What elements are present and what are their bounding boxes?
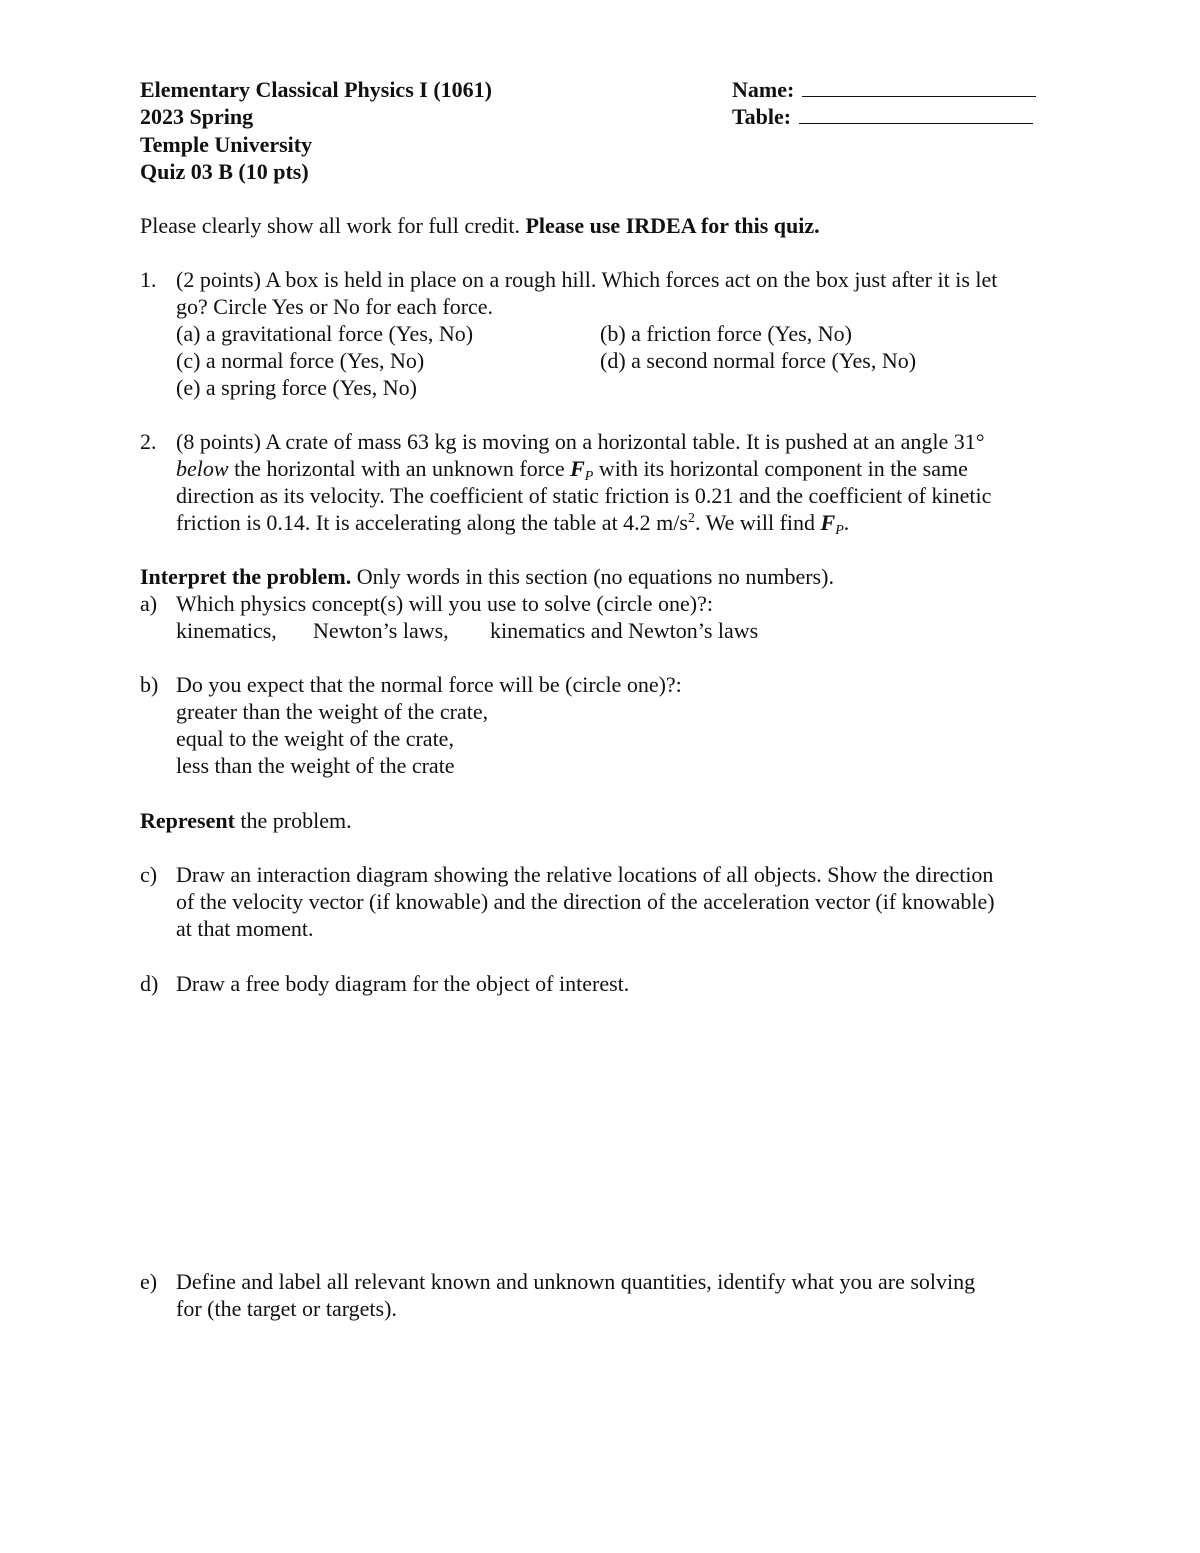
instructions-irdea: Please use IRDEA for this quiz. <box>525 213 820 238</box>
quiz-title: Quiz 03 B (10 pts) <box>140 159 309 184</box>
q2-line2-b: with its horizontal component in the same <box>593 456 968 481</box>
interpret-heading-line <box>140 563 834 590</box>
represent-e-line1: Define and label all relevant known and unknown quantities, identify what you are solving <box>176 1269 976 1294</box>
table-field[interactable] <box>732 103 1033 130</box>
represent-rest: the problem. <box>234 808 352 833</box>
represent-d-label: d) <box>140 971 159 996</box>
interpret-a-opt2[interactable]: Newton’s laws, <box>313 618 449 643</box>
interpret-heading: Interpret the problem. <box>140 564 352 589</box>
represent-heading-line <box>140 807 352 834</box>
q2-number: 2. <box>140 429 157 454</box>
represent-c-label: c) <box>140 862 158 887</box>
table-label: Table: <box>732 104 792 129</box>
force-symbol: F <box>570 456 585 481</box>
q2-squared: 2 <box>687 511 695 526</box>
interpret-note: Only words in this section (no equations no numbers). <box>351 564 834 589</box>
represent-d-text: Draw a free body diagram for the object of interest. <box>176 971 630 996</box>
name-label: Name: <box>732 77 795 102</box>
represent-c-line1: Draw an interaction diagram showing the relative locations of all objects. Show the direction <box>176 862 994 887</box>
name-field[interactable] <box>732 76 1036 103</box>
represent-c-line3: at that moment. <box>176 916 314 941</box>
q1-option-a: (a) a gravitational force (Yes, No) <box>176 321 474 346</box>
name-blank[interactable] <box>802 78 1036 97</box>
interpret-b-opt2[interactable]: equal to the weight of the crate, <box>176 726 454 751</box>
interpret-a-text: Which physics concept(s) will you use to solve (circle one)?: <box>176 591 714 616</box>
q1-option-c: (c) a normal force (Yes, No) <box>176 348 425 373</box>
represent-heading: Represent <box>140 808 235 833</box>
interpret-b-label: b) <box>140 672 159 697</box>
school-name: Temple University <box>140 132 313 157</box>
q2-line2-a: the horizontal with an unknown force <box>228 456 571 481</box>
interpret-a-opt3[interactable]: kinematics and Newton’s laws <box>490 618 759 643</box>
instructions-text: Please clearly show all work for full credit. <box>140 213 520 238</box>
interpret-a-opt1[interactable]: kinematics, <box>176 618 277 643</box>
force-subscript-2: P <box>835 523 844 538</box>
q1-number: 1. <box>140 267 157 292</box>
interpret-b-text: Do you expect that the normal force will be (circle one)?: <box>176 672 682 697</box>
instructions <box>140 212 820 239</box>
represent-e-label: e) <box>140 1269 158 1294</box>
q2-line4-a: friction is 0.14. It is accelerating along the table at 4.2 m/s <box>176 510 688 535</box>
q2-line4-b: . We will find <box>694 510 821 535</box>
table-blank[interactable] <box>799 105 1033 124</box>
interpret-b-opt1[interactable]: greater than the weight of the crate, <box>176 699 489 724</box>
q2-line3: direction as its velocity. The coefficient of static friction is 0.21 and the coefficient of kinetic <box>176 483 992 508</box>
represent-c-line2: of the velocity vector (if knowable) and the direction of the acceleration vector (if knowable) <box>176 889 995 914</box>
q2-below: below <box>176 456 229 481</box>
interpret-b-opt3[interactable]: less than the weight of the crate <box>176 753 455 778</box>
q2-line4-end: . <box>843 510 850 535</box>
force-symbol-2: F <box>820 510 836 535</box>
represent-e-line2: for (the target or targets). <box>176 1296 397 1321</box>
q1-line1: (2 points) A box is held in place on a rough hill. Which forces act on the box just after it is let <box>176 267 998 292</box>
q2-line1: (8 points) A crate of mass 63 kg is moving on a horizontal table. It is pushed at an angle 31° <box>176 429 985 454</box>
course-title: Elementary Classical Physics I (1061) <box>140 77 492 102</box>
q2-line4 <box>176 509 849 536</box>
course-term: 2023 Spring <box>140 104 254 129</box>
q1-option-b: (b) a friction force (Yes, No) <box>600 321 852 346</box>
q1-line2: go? Circle Yes or No for each force. <box>176 294 494 319</box>
q1-option-e: (e) a spring force (Yes, No) <box>176 375 417 400</box>
q2-line2 <box>176 455 968 482</box>
interpret-a-label: a) <box>140 591 158 616</box>
q1-option-d: (d) a second normal force (Yes, No) <box>600 348 917 373</box>
force-subscript: P <box>584 469 594 484</box>
